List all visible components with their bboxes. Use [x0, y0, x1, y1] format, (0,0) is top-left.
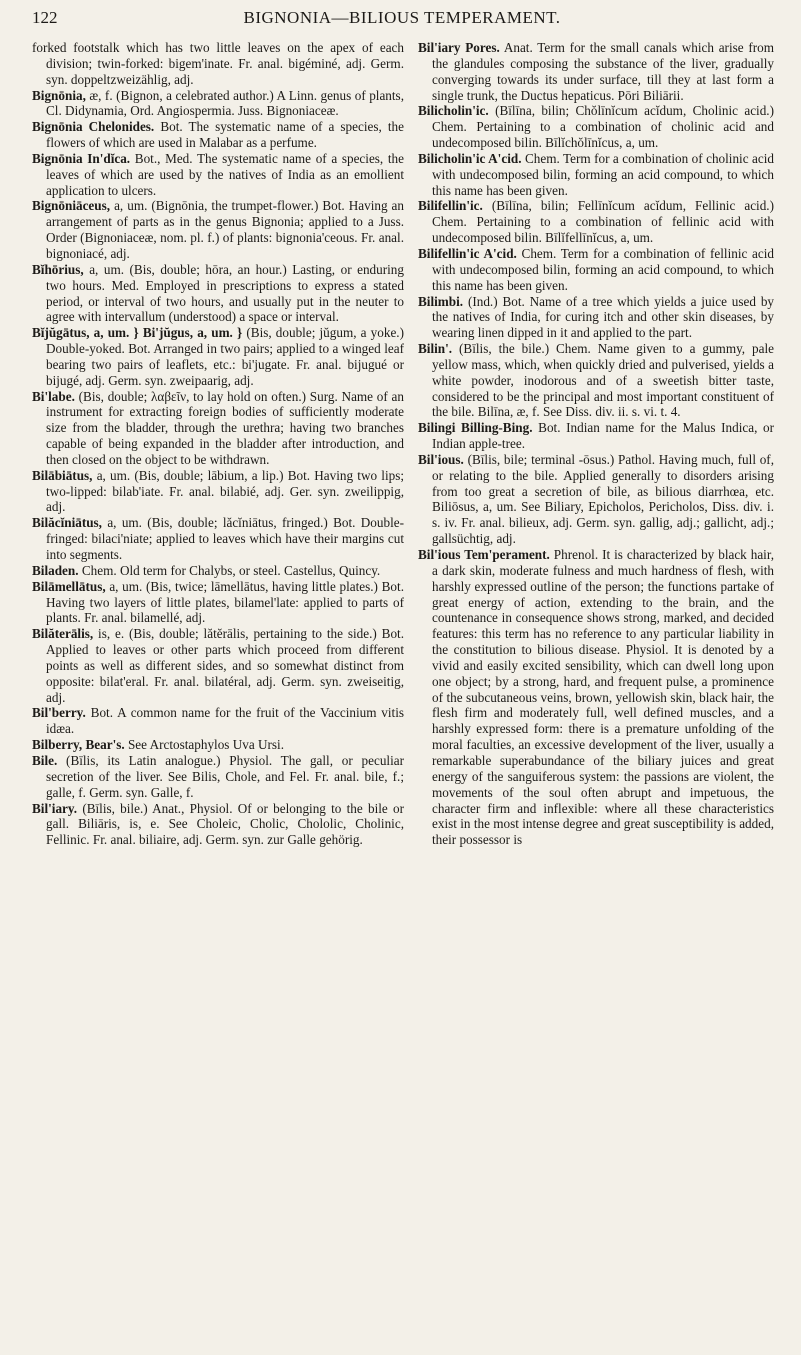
entry-headword: Bĭjŭgātus, a, um. } Bi'jŭgus, a, um. } — [32, 325, 243, 341]
dictionary-entry — [418, 103, 774, 151]
entry-definition: a, um. (Bis, double; lābium, a lip.) Bot. Having two lips; two-lipped: bilab'iate. Fr. anal. bilabié, adj. Ger. syn. zweilippig, adj. — [46, 467, 404, 515]
entry-definition: Bot. Indian name for the Malus Indica, or Indian apple-tree. — [432, 420, 774, 452]
dictionary-entry — [32, 515, 404, 563]
entry-headword: Bi'labe. — [32, 388, 75, 404]
entry-headword: Bil'iary. — [32, 800, 78, 816]
left-column — [32, 40, 404, 1345]
dictionary-entry — [32, 88, 404, 120]
page-header — [32, 8, 772, 34]
entry-definition: Chem. Term for a combination of cholinic acid with undecomposed bilin, forming an acid compound, to which this name has been given. — [432, 150, 774, 198]
entry-definition: (Ind.) Bot. Name of a tree which yields a juice used by the natives of India, for curing itch and other skin diseases, by wearing linen dipped in it and applied to the part. — [432, 293, 774, 341]
dictionary-entry — [32, 262, 404, 325]
entry-definition: (Bīlīna, bilin; Fellīnĭcum acĭdum, Fellinic acid.) Chem. Pertaining to a combination of fellinic acid with undecomposed bilin. Bīlĭfellīnĭcus, a, um. — [432, 198, 774, 246]
entry-definition: a, um. (Bis, twice; lāmellātus, having little plates.) Bot. Having two layers of little plates, bilamel'late: applied to parts of plants. Fr. anal. bilamellé, adj. — [46, 578, 404, 626]
entry-definition: Chem. Term for a combination of fellinic acid with undecomposed bilin, forming an acid compound, to which this name has been given. — [432, 245, 774, 293]
entry-headword: Bil'berry. — [32, 705, 86, 721]
entry-headword: Bil'ious Tem'perament. — [418, 547, 550, 562]
dictionary-entry — [418, 420, 774, 452]
entry-definition: is, e. (Bis, double; lătĕrālis, pertaining to the side.) Bot. Applied to leaves or other parts which proceed from different points as well as different sides, and so somewhat distinct from opposite: bilat'eral. Fr. anal. bilatéral, adj. Germ. syn. zweiseitig, adj. — [46, 626, 404, 705]
entry-definition: (Bīlis, bile; terminal -ōsus.) Pathol. Having much, full of, or relating to the bile. Applied generally to disorders arising from too great a secretion of bile, as bilious diarrhœa, etc. Biliōsus, a, um. See Biliary, Epicholos, Pericholos, Diss. div. i. s. iv. Fr. anal. bilieux, adj. Germ. syn. gallig, adj.; gallicht, adj.; gallsüchtig, adj. — [432, 451, 774, 547]
entry-definition: Bot. The systematic name of a species, the flowers of which are used in Malabar as a perfume. — [46, 119, 404, 151]
entry-definition: æ, f. (Bignon, a celebrated author.) A Linn. genus of plants, Cl. Didynamia, Ord. Angiospermia. Juss. Bignoniaceæ. — [46, 87, 404, 119]
entry-headword: Bignōnia, — [32, 87, 86, 103]
running-head: BIGNONIA—BILIOUS TEMPERAMENT. — [243, 8, 561, 27]
entry-definition: (Bīlis, its Latin analogue.) Physiol. The gall, or peculiar secretion of the liver. See Bilis, Chole, and Fel. Fr. anal. bile, f.; galle, f. Germ. syn. Galle, f. — [46, 752, 404, 800]
dictionary-entry — [418, 198, 774, 246]
entry-headword: Bilicholin'ic. — [418, 103, 489, 119]
right-column — [418, 40, 774, 1345]
dictionary-entry — [32, 563, 404, 579]
dictionary-entry — [418, 40, 774, 103]
entry-headword: Bil'iary Pores. — [418, 40, 500, 55]
entry-definition: Phrenol. It is characterized by black hair, a dark skin, moderate fulness and much hardness of flesh, with harshly expressed outline of the person; the functions partake of great energy of action, extending to the brain, and the countenance in consequence shows strong, marked, and decided features: this term has no reference to any particular liability in the constitution to bilious disease. Physiol. It is denoted by a vivid and easily excited sensibility, which can dwell long upon one object; by a strong, hard, and frequent pulse, a prominence of the subcutaneous veins, brown, yellowish skin, black hair, the flesh firm and moderately full, well defined muscles, and a harshly expressed form: there is a premature unfolding of the moral faculties, an excessive development of the liver, usually a remarkable superabundance of the biliary juices and great energy of the sanguiferous system: the passions are violent, the movements of the soul often abrupt and impetuous, the character firm and inflexible: where all these characteristics exist in the most intense degree and great susceptibility is added, their possessor is — [432, 547, 774, 848]
dictionary-entry — [418, 294, 774, 342]
dictionary-entry — [32, 801, 404, 849]
dictionary-entry — [418, 547, 774, 848]
entry-headword: Biladen. — [32, 562, 79, 578]
entry-headword: Bignōnia Chelonides. — [32, 119, 155, 135]
dictionary-entry — [32, 579, 404, 627]
dictionary-entry — [32, 626, 404, 705]
dictionary-entry — [32, 325, 404, 388]
entry-headword: Bilifellin'ic. — [418, 198, 483, 214]
dictionary-entry — [418, 341, 774, 420]
entry-definition: Bot. A common name for the fruit of the Vaccinium vitis idæa. — [46, 705, 404, 737]
dictionary-entry — [418, 246, 774, 294]
entry-definition: a, um. (Bis, double; hōra, an hour.) Lasting, or enduring two hours. Med. Employed in prescriptions to express a stated period, or interval of two hours, and usually put in the neuter to agree with intervallum (understood) a space or interval. — [46, 261, 404, 325]
entry-definition: a, um. (Bignōnia, the trumpet-flower.) Bot. Having an arrangement of parts as in the genus Bignonia; applied to a Juss. Order (Bignoniaceæ, nom. pl. f.) of plants: bignonia'ceous. Fr. anal. bignoniacé, adj. — [46, 198, 404, 261]
dictionary-entry — [32, 753, 404, 801]
entry-definition: Anat. Term for the small canals which arise from the glandules composing the substance of the liver, gradually converging towards its under surface, till they at last form a single trunk, the Ductus hepaticus. Pōri Biliārii. — [432, 40, 774, 103]
dictionary-entry — [32, 40, 404, 88]
entry-headword: Bilingi Billing-Bing. — [418, 420, 533, 436]
entry-headword: Bile. — [32, 752, 58, 768]
entry-headword: Bilăterālis, — [32, 626, 94, 642]
entry-definition: forked footstalk which has two little leaves on the apex of each division; twin-forked: bigem'inate. Fr. anal. bigéminé, adj. Germ. syn. doppeltzweizählig, adj. — [32, 40, 404, 87]
dictionary-entry — [418, 452, 774, 547]
dictionary-entry — [32, 705, 404, 737]
dictionary-entry — [32, 151, 404, 199]
dictionary-entry — [32, 389, 404, 468]
entry-definition: a, um. (Bis, double; lăcĭniātus, fringed.) Bot. Double-fringed: bilaci'niate; applied to leaves which have their margins cut into segments. — [46, 515, 404, 562]
entry-headword: Bignōniāceus, — [32, 198, 111, 214]
entry-definition: (Bis, double; λαβεῖν, to lay hold on often.) Surg. Name of an instrument for extracting foreign bodies of sufficiently moderate size from the bladder, through the urethra; having two branches capable of being expanded in the bladder after introduction, and then closed on the object to be withdrawn. — [46, 388, 404, 467]
entry-definition: See Arctostaphylos Uva Ursi. — [127, 737, 284, 753]
dictionary-entry — [32, 119, 404, 151]
entry-headword: Bilifellin'ic A'cid. — [418, 245, 517, 261]
entry-definition: Bot., Med. The systematic name of a species, the leaves of which are used by the natives of India as an emollient application to ulcers. — [46, 150, 404, 198]
entry-definition: (Bīlis, bile.) Anat., Physiol. Of or belonging to the bile or gall. Biliāris, is, e. See Choleic, Cholic, Chololic, Cholinic, Fellinic. Fr. anal. biliaire, adj. Germ. syn. zur Galle gehörig. — [46, 800, 404, 848]
entry-definition: (Bis, double; jŭgum, a yoke.) Double-yoked. Bot. Arranged in two pairs; applied to a winged leaf bearing two pairs of leaflets, etc.: bi'jugate. Fr. anal. bijugué or bijugé, adj. Germ. syn. zweipaarig, adj. — [46, 325, 404, 388]
entry-headword: Bignōnia In'dĭca. — [32, 150, 131, 166]
page-number: 122 — [32, 8, 58, 27]
entry-headword: Bilābiātus, — [32, 467, 93, 483]
entry-headword: Bil'ious. — [418, 451, 464, 467]
entry-headword: Bilberry, Bear's. — [32, 737, 125, 753]
dictionary-entry — [418, 151, 774, 199]
dictionary-entry — [32, 737, 404, 753]
entry-headword: Bilāmellātus, — [32, 578, 106, 594]
entry-headword: Bĭhōrius, — [32, 261, 84, 277]
entry-definition: Chem. Old term for Chalybs, or steel. Castellus, Quincy. — [81, 562, 381, 578]
entry-headword: Bilimbi. — [418, 293, 464, 309]
entry-headword: Bilicholin'ic A'cid. — [418, 150, 522, 166]
entry-headword: Bilin'. — [418, 341, 453, 357]
entry-definition: (Bīlis, the bile.) Chem. Name given to a gummy, pale yellow mass, which, when quickly dried and pulverised, yields a white powder, inodorous and of a sweetish bitter taste, considered to be the principal and most important constituent of the bile. Bilīna, æ, f. See Diss. div. ii. s. vi. t. 4. — [432, 341, 774, 420]
entry-headword: Bilăcĭniātus, — [32, 515, 102, 531]
entry-definition: (Bīlīna, bilin; Chŏlīnĭcum acĭdum, Cholinic acid.) Chem. Pertaining to a combination of cholinic acid and undecomposed bilin. Bīlĭchŏlīnĭcus, a, um. — [432, 103, 774, 151]
dictionary-entry — [32, 198, 404, 261]
dictionary-entry — [32, 468, 404, 516]
